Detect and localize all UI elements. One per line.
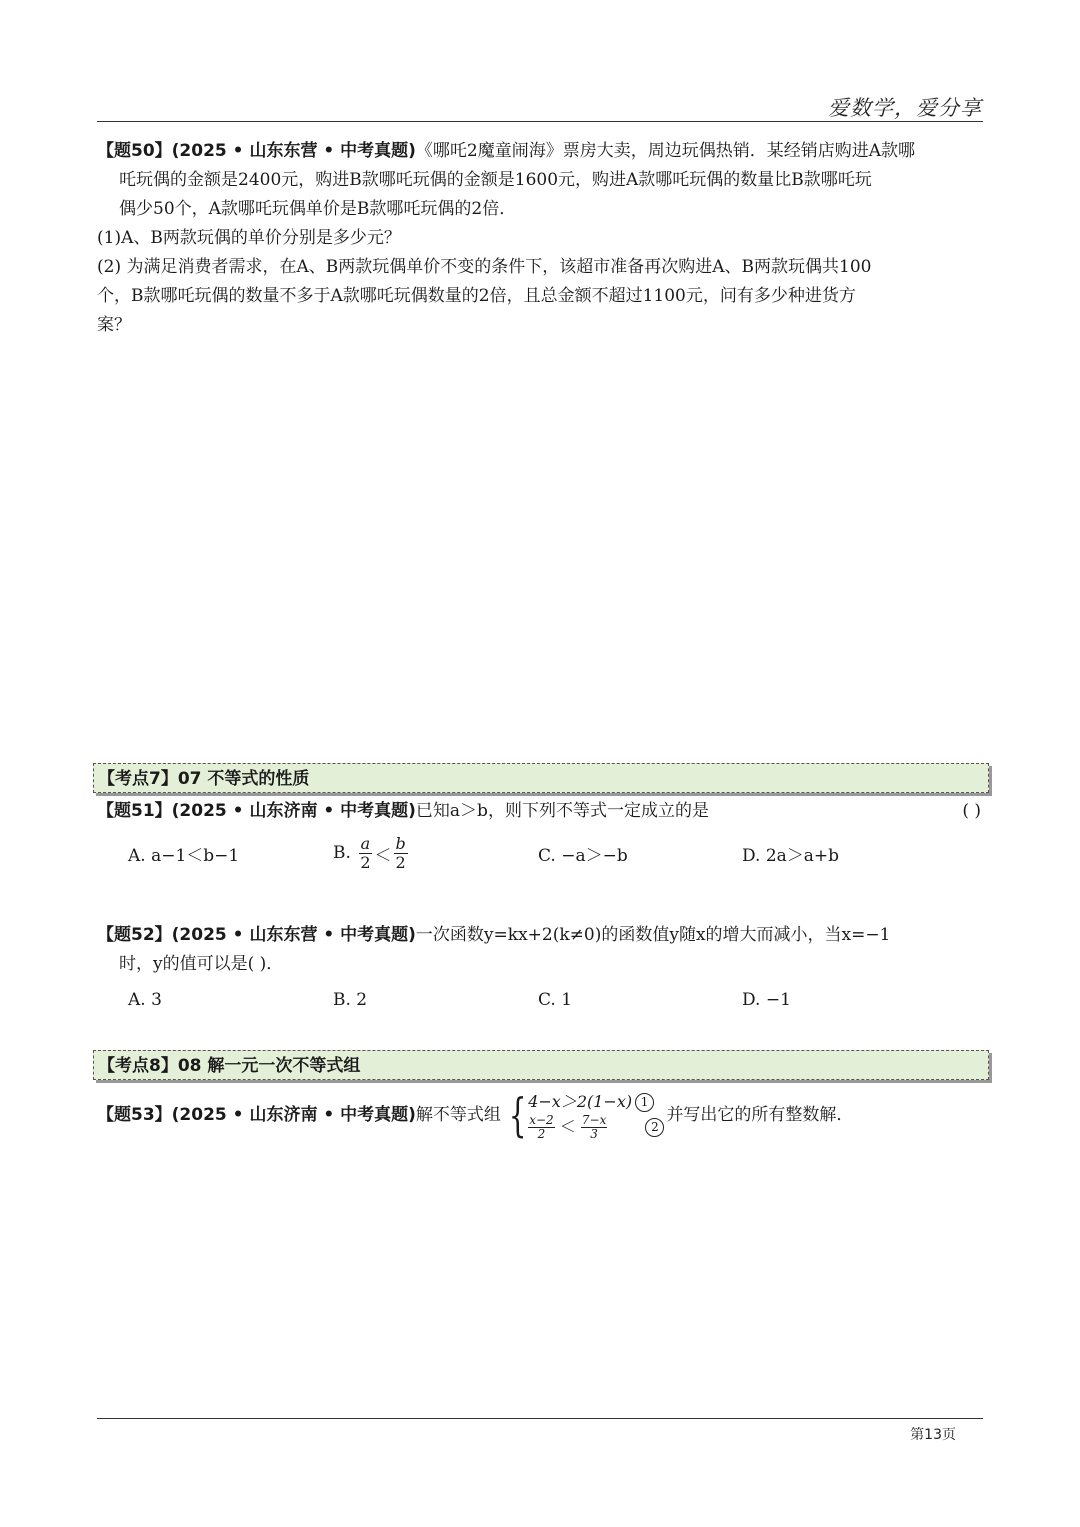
question-52-head: 【题52】(2025 • 山东东营 • 中考真题)	[97, 925, 416, 945]
question-52-line1	[97, 921, 987, 950]
option-b: B. 2	[333, 990, 368, 1010]
section-8-title: 【考点8】08 解一元一次不等式组	[98, 1056, 361, 1076]
fraction-a-over-2	[358, 835, 372, 872]
question-50-part2-line1: (2) 为满足消费者需求，在A、B两款玩偶单价不变的条件下，该超市准备再次购进A、B两款玩偶共100	[97, 257, 872, 277]
header-rule	[97, 121, 983, 122]
section-7-title: 【考点7】07 不等式的性质	[98, 769, 310, 789]
question-50-line3: 偶少50个，A款哪吒玩偶单价是B款哪吒玩偶的2倍．	[119, 199, 517, 219]
page-number: 第13页	[910, 1427, 956, 1443]
answer-bracket: ( )	[962, 801, 981, 821]
fraction-numerator: a	[360, 833, 371, 853]
question-51-options	[128, 831, 888, 875]
question-50-text1: 《哪吒2魔童闹海》票房大卖，周边玩偶热销．某经销店购进A款哪	[415, 141, 916, 161]
fraction-denominator: 2	[395, 852, 406, 872]
fraction-b-over-2	[394, 835, 408, 872]
fraction-numerator: x−2	[529, 1112, 554, 1127]
question-53	[97, 1088, 987, 1142]
question-50-part2-line2: 个，B款哪吒玩偶的数量不多于A款哪吒玩偶数量的2倍，且总金额不超过1100元，问有多少种进货方	[97, 286, 856, 306]
footer-rule	[97, 1418, 983, 1419]
question-50-head: 【题50】(2025 • 山东东营 • 中考真题)	[97, 141, 416, 161]
fraction-numerator: b	[395, 833, 406, 853]
question-50-line2: 吒玩偶的金额是2400元，购进B款哪吒玩偶的金额是1600元，购进A款哪吒玩偶的数量比B款哪吒玩	[119, 170, 872, 190]
question-53-head: 【题53】(2025 • 山东济南 • 中考真题)	[97, 1104, 416, 1125]
question-50-part2-line3: 案？	[97, 315, 131, 335]
question-52-options	[128, 978, 888, 1022]
section-8-header	[93, 1050, 989, 1080]
question-53-stem-before: 解不等式组	[415, 1104, 501, 1125]
fraction-7-minus-x-over-3	[581, 1114, 607, 1141]
question-52-text1: 一次函数y=kx+2(k≠0)的函数值y随x的增大而减小，当x=−1	[415, 925, 891, 945]
option-d: D. 2a＞a+b	[742, 845, 840, 866]
option-b-label: B.	[333, 843, 351, 863]
option-d: D. −1	[742, 990, 791, 1010]
inequality-system	[503, 1090, 665, 1141]
circled-number-1: 1	[635, 1093, 654, 1112]
question-50-line1	[97, 137, 987, 166]
inequality-1	[528, 1090, 664, 1114]
option-c: C. 1	[538, 990, 573, 1010]
question-52-line2: 时，y的值可以是( )．	[119, 954, 284, 974]
inequality-2	[528, 1114, 664, 1141]
option-a: A. 3	[128, 990, 162, 1010]
inequality-list	[528, 1090, 664, 1141]
fraction-x-minus-2-over-2	[528, 1114, 554, 1141]
question-53-stem-after: 并写出它的所有整数解．	[666, 1104, 854, 1125]
section-7-header	[93, 763, 989, 793]
fraction-denominator: 2	[360, 852, 371, 872]
relation-symbol: ＜	[559, 1116, 576, 1136]
option-b	[333, 831, 410, 875]
question-51-head: 【题51】(2025 • 山东济南 • 中考真题)	[97, 801, 416, 821]
relation-symbol: ＜	[374, 845, 392, 866]
question-51	[97, 797, 987, 826]
header-slogan: 爱数学，爱分享	[828, 96, 982, 120]
circled-number-2: 2	[645, 1118, 664, 1137]
question-51-stem: 已知a＞b，则下列不等式一定成立的是	[415, 801, 709, 821]
question-52	[97, 921, 987, 979]
fraction-denominator: 2	[537, 1126, 546, 1141]
question-50	[97, 137, 987, 340]
question-50-part1: (1)A、B两款玩偶的单价分别是多少元？	[97, 228, 401, 248]
fraction-denominator: 3	[590, 1126, 598, 1141]
option-a: A. a−1＜b−1	[128, 845, 240, 866]
brace-symbol: {	[508, 1088, 527, 1142]
fraction-numerator: 7−x	[581, 1112, 607, 1127]
option-c: C. −a＞−b	[538, 845, 628, 866]
inequality-1-expr: 4−x＞2(1−x)	[528, 1091, 633, 1111]
